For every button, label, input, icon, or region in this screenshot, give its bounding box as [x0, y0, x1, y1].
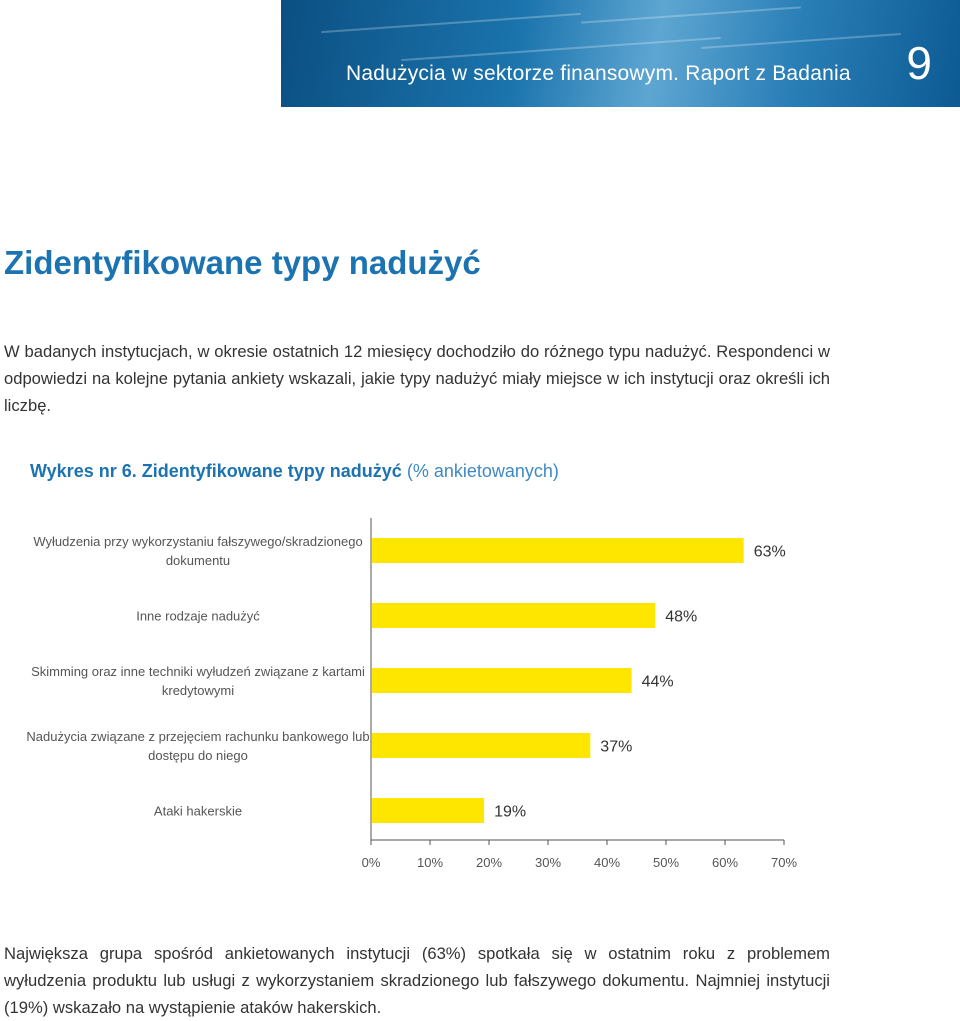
category-label: [33, 534, 362, 568]
x-tick-label: 30%: [534, 855, 562, 870]
bar: [372, 668, 632, 693]
bar-value-label: 63%: [753, 543, 786, 561]
report-title: Nadużycia w sektorze finansowym. Raport z Badania: [346, 62, 851, 85]
banner-streak: [401, 37, 720, 61]
bar-value-label: 19%: [494, 803, 527, 821]
category-label: [154, 804, 242, 819]
category-label-line: kredytowymi: [161, 683, 235, 698]
x-tick-label: 70%: [770, 855, 798, 870]
page-number: 9: [906, 37, 932, 89]
category-label: [26, 729, 369, 763]
category-label-line: Skimming oraz inne techniki wyłudzeń związane z kartami: [31, 664, 365, 679]
bar: [372, 603, 655, 628]
chart-unit-note: (% ankietowanych): [406, 461, 559, 481]
category-label-line: Ataki hakerskie: [153, 803, 243, 819]
x-tick-label: 10%: [416, 855, 444, 870]
bar-chart: [0, 505, 960, 885]
x-tick-label: 40%: [593, 855, 621, 870]
category-label-line: dostępu do niego: [148, 748, 248, 763]
section-title: Zidentyfikowane typy nadużyć: [4, 244, 481, 281]
summary-paragraph: Największa grupa spośród ankietowanych instytucji (63%) spotkała się w ostatnim roku z problemem wyłudzenia produktu lub usługi z wykorzystaniem skradzionego lub fałszywego dokumentu. Najmniej instytucji (19%) wskazało na wystąpienie ataków hakerskich.: [4, 944, 830, 1017]
category-label: [31, 664, 365, 698]
x-tick-label: 0%: [361, 855, 381, 870]
category-label-line: dokumentu: [165, 553, 231, 568]
banner-streak: [581, 6, 801, 23]
header-banner: [281, 0, 960, 107]
bar-value-label: 48%: [665, 608, 698, 626]
category-label: [136, 609, 260, 624]
bar: [372, 798, 484, 823]
x-tick-label: 20%: [475, 855, 503, 870]
bar: [372, 733, 590, 758]
chart-title: Zidentyfikowane typy nadużyć: [141, 461, 402, 481]
bar: [372, 538, 744, 563]
category-label-line: Nadużycia związane z przejęciem rachunku bankowego lub: [26, 729, 370, 744]
x-tick-label: 60%: [711, 855, 739, 870]
bar-value-label: 44%: [641, 673, 674, 691]
x-tick-label: 50%: [652, 855, 680, 870]
chart-caption-label: Wykres nr 6.: [30, 461, 137, 481]
intro-paragraph: W badanych instytucjach, w okresie ostatnich 12 miesięcy dochodziło do różnego typu nadużyć. Respondenci w odpowiedzi na kolejne pytania ankiety wskazali, jakie typy nadużyć miały miejsce w ich instytucji oraz określi ich liczbę.: [4, 342, 830, 415]
category-label-line: Wyłudzenia przy wykorzystaniu fałszywego/skradzionego: [33, 534, 363, 549]
banner-streak: [701, 33, 901, 49]
chart-caption: [30, 461, 559, 482]
banner-streak: [321, 13, 581, 33]
bar-value-label: 37%: [600, 738, 633, 756]
category-label-line: Inne rodzaje nadużyć: [136, 608, 260, 624]
